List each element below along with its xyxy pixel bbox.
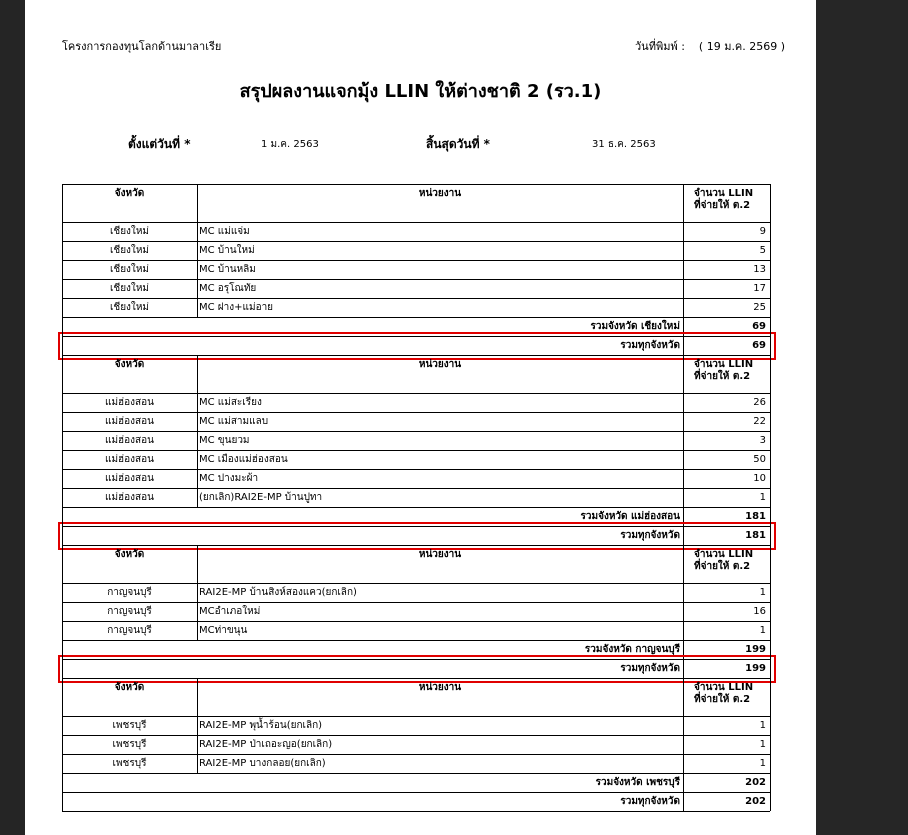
table-rule	[683, 355, 684, 545]
row-unit: MC แม่แจ่ม	[199, 226, 250, 237]
row-province: แม่ฮ่องสอน	[105, 454, 154, 465]
row-count: 1	[759, 492, 766, 503]
row-province: แม่ฮ่องสอน	[105, 435, 154, 446]
column-header-unit: หน่วยงาน	[418, 549, 462, 560]
column-header-count: จำนวน LLIN	[694, 682, 754, 693]
table-rule	[62, 583, 770, 584]
province-subtotal-value: 181	[745, 511, 766, 522]
row-unit: RAI2E-MP บ้านสิงห์สองแคว(ยกเลิก)	[199, 587, 357, 598]
row-unit: MC ฝาง+แม่อาย	[199, 302, 274, 313]
row-count: 22	[753, 416, 766, 427]
table-rule	[62, 184, 63, 811]
print-date-label: วันที่พิมพ์ :	[635, 40, 685, 53]
row-count: 1	[759, 739, 766, 750]
grand-total-label: รวมทุกจังหวัด	[620, 530, 680, 541]
row-unit: (ยกเลิก)RAI2E-MP บ้านปูทา	[199, 492, 323, 503]
row-count: 5	[759, 245, 766, 256]
grand-total-label: รวมทุกจังหวัด	[620, 340, 680, 351]
program-name: โครงการกองทุนโลกด้านมาลาเรีย	[62, 40, 222, 53]
row-province: แม่ฮ่องสอน	[105, 492, 154, 503]
row-count: 1	[759, 587, 766, 598]
column-header-count-sub: ที่จ่ายให้ ต.2	[694, 694, 751, 705]
row-count: 25	[753, 302, 766, 313]
row-count: 16	[753, 606, 766, 617]
table-rule	[62, 716, 770, 717]
column-header-count: จำนวน LLIN	[694, 359, 754, 370]
table-rule	[62, 355, 770, 356]
row-province: เพชรบุรี	[112, 720, 147, 731]
grand-total-value: 202	[745, 796, 766, 807]
row-unit: MC แม่สามแลบ	[199, 416, 269, 427]
column-header-count: จำนวน LLIN	[694, 549, 754, 560]
table-rule	[62, 298, 770, 299]
column-header-province: จังหวัด	[114, 549, 145, 560]
province-subtotal-label: รวมจังหวัด กาญจนบุรี	[584, 644, 680, 655]
table-rule	[62, 811, 770, 812]
row-unit: RAI2E-MP ป่าเถอะญอ(ยกเลิก)	[199, 739, 333, 750]
row-unit: MC ขุนยวม	[199, 435, 250, 446]
table-rule	[62, 469, 770, 470]
start-date-value: 1 ม.ค. 2563	[261, 139, 319, 150]
row-unit: MC บ้านใหม่	[199, 245, 255, 256]
table-rule	[62, 545, 770, 546]
table-rule	[62, 678, 770, 679]
grand-total-value: 69	[752, 340, 766, 351]
print-date	[635, 37, 785, 55]
table-rule	[197, 355, 198, 507]
grand-total-value: 199	[745, 663, 766, 674]
row-unit: RAI2E-MP บางกลอย(ยกเลิก)	[199, 758, 326, 769]
column-header-count-sub: ที่จ่ายให้ ต.2	[694, 561, 751, 572]
province-subtotal-label: รวมจังหวัด เพชรบุรี	[595, 777, 680, 788]
row-unit: MC บ้านหลิม	[199, 264, 256, 275]
row-count: 1	[759, 625, 766, 636]
grand-total-label: รวมทุกจังหวัด	[620, 796, 680, 807]
table-rule	[62, 241, 770, 242]
row-province: เชียงใหม่	[109, 283, 149, 294]
row-unit: MC ปางมะผ้า	[199, 473, 259, 484]
table-rule	[62, 317, 770, 318]
row-count: 13	[753, 264, 766, 275]
table-rule	[62, 279, 770, 280]
row-province: กาญจนบุรี	[107, 606, 152, 617]
row-unit: MC อรุโณทัย	[199, 283, 257, 294]
row-count: 26	[753, 397, 766, 408]
table-rule	[197, 184, 198, 317]
column-header-count-sub: ที่จ่ายให้ ต.2	[694, 200, 751, 211]
province-subtotal-value: 202	[745, 777, 766, 788]
table-rule	[770, 184, 771, 811]
column-header-count: จำนวน LLIN	[694, 188, 754, 199]
row-count: 3	[759, 435, 766, 446]
column-header-province: จังหวัด	[114, 682, 145, 693]
row-unit: MC แม่สะเรียง	[199, 397, 262, 408]
table-rule	[62, 260, 770, 261]
row-unit: MC เมืองแม่ฮ่องสอน	[199, 454, 288, 465]
row-count: 1	[759, 720, 766, 731]
row-unit: MCท่าขนุน	[199, 625, 248, 636]
column-header-province: จังหวัด	[114, 188, 145, 199]
table-rule	[62, 735, 770, 736]
table-rule	[62, 621, 770, 622]
row-province: แม่ฮ่องสอน	[105, 416, 154, 427]
row-unit: RAI2E-MP พุน้ำร้อน(ยกเลิก)	[199, 720, 323, 731]
row-province: แม่ฮ่องสอน	[105, 397, 154, 408]
grand-total-value: 181	[745, 530, 766, 541]
print-date-value: ( 19 ม.ค. 2569 )	[698, 40, 786, 53]
table-rule	[62, 450, 770, 451]
report-title: สรุปผลงานแจกมุ้ง LLIN ให้ต่างชาติ 2 (รว.1)	[239, 81, 602, 102]
row-province: กาญจนบุรี	[107, 587, 152, 598]
table-rule	[62, 507, 770, 508]
table-rule	[62, 412, 770, 413]
column-header-unit: หน่วยงาน	[418, 188, 462, 199]
row-count: 50	[753, 454, 766, 465]
table-rule	[683, 184, 684, 355]
table-rule	[62, 773, 770, 774]
row-province: เชียงใหม่	[109, 264, 149, 275]
row-count: 9	[759, 226, 766, 237]
province-subtotal-value: 69	[752, 321, 766, 332]
province-subtotal-value: 199	[745, 644, 766, 655]
province-subtotal-label: รวมจังหวัด แม่ฮ่องสอน	[580, 511, 680, 522]
column-header-province: จังหวัด	[114, 359, 145, 370]
row-province: กาญจนบุรี	[107, 625, 152, 636]
viewer-left-margin	[0, 0, 25, 835]
row-province: เพชรบุรี	[112, 739, 147, 750]
table-rule	[197, 678, 198, 773]
table-rule	[62, 431, 770, 432]
province-subtotal-label: รวมจังหวัด เชียงใหม่	[590, 321, 680, 332]
table-rule	[62, 754, 770, 755]
row-province: เชียงใหม่	[109, 226, 149, 237]
row-province: เพชรบุรี	[112, 758, 147, 769]
column-header-count-sub: ที่จ่ายให้ ต.2	[694, 371, 751, 382]
table-rule	[62, 602, 770, 603]
row-count: 17	[753, 283, 766, 294]
start-date-label: ตั้งแต่วันที่ *	[128, 137, 191, 151]
grand-total-label: รวมทุกจังหวัด	[620, 663, 680, 674]
table-rule	[62, 488, 770, 489]
row-unit: MCอำเภอใหม่	[199, 606, 261, 617]
viewer-scroll-area[interactable]	[816, 0, 908, 835]
row-province: เชียงใหม่	[109, 245, 149, 256]
end-date-value: 31 ธ.ค. 2563	[592, 139, 656, 150]
table-rule	[62, 184, 770, 185]
table-rule	[62, 393, 770, 394]
row-province: เชียงใหม่	[109, 302, 149, 313]
document-page	[25, 0, 816, 835]
row-count: 1	[759, 758, 766, 769]
table-rule	[62, 792, 770, 793]
table-rule	[62, 222, 770, 223]
end-date-label: สิ้นสุดวันที่ *	[426, 137, 490, 151]
column-header-unit: หน่วยงาน	[418, 682, 462, 693]
row-count: 10	[753, 473, 766, 484]
row-province: แม่ฮ่องสอน	[105, 473, 154, 484]
column-header-unit: หน่วยงาน	[418, 359, 462, 370]
table-rule	[197, 545, 198, 640]
table-rule	[62, 640, 770, 641]
